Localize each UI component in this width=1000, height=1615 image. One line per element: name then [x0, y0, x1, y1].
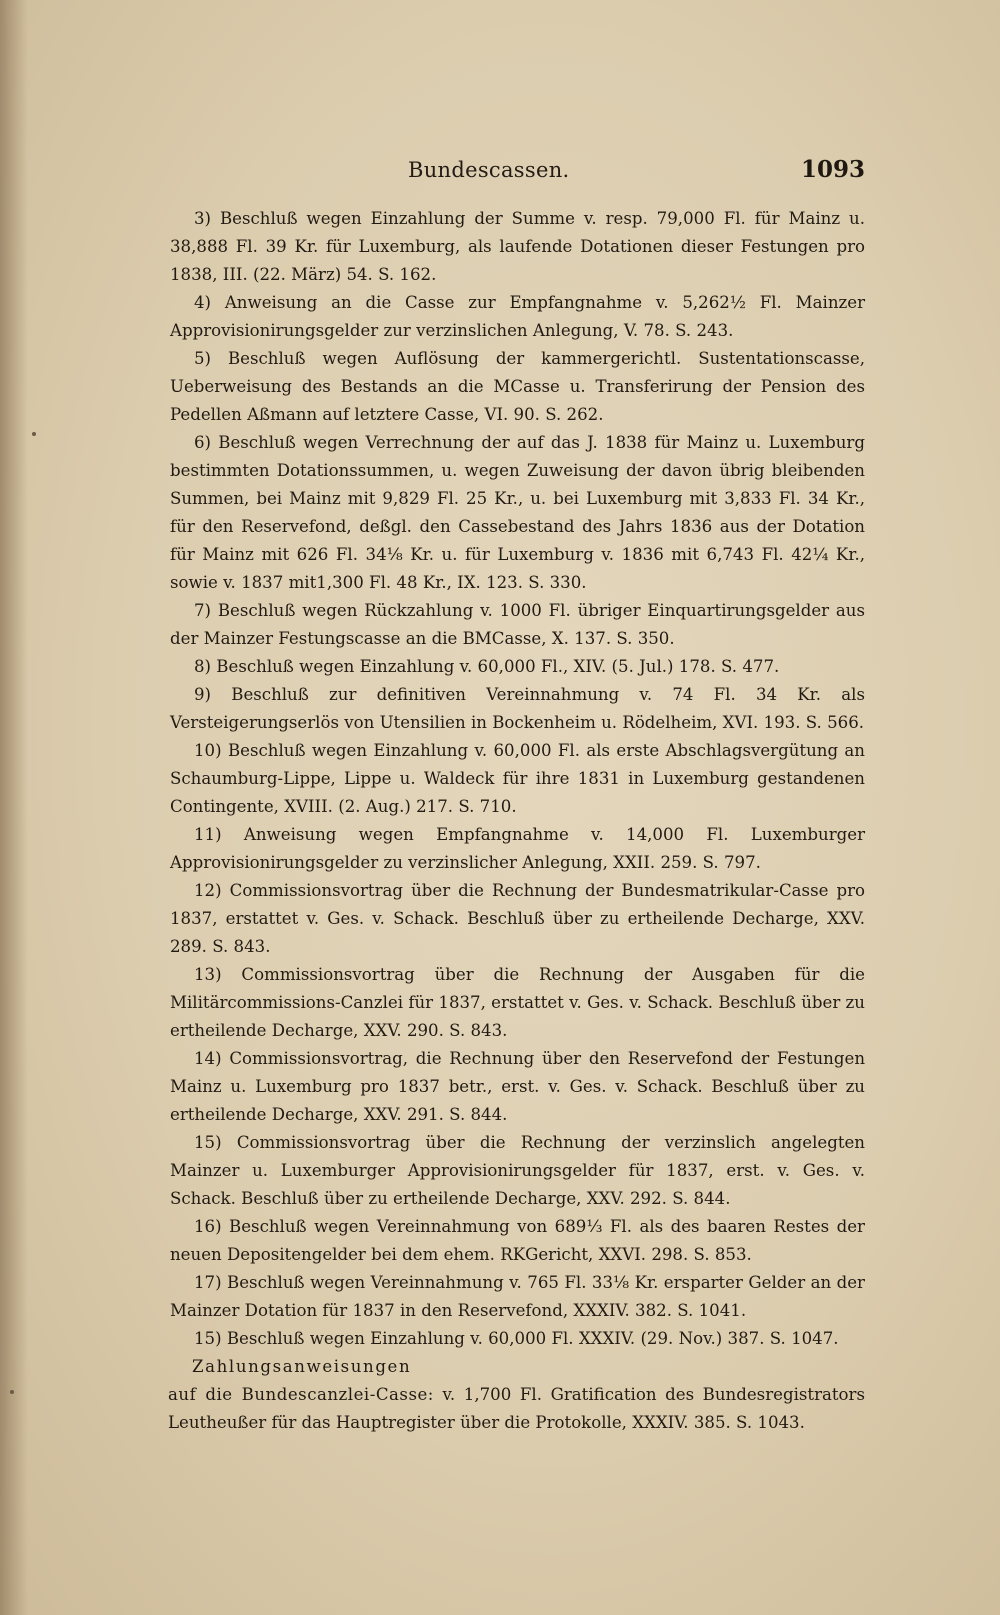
page-body [170, 205, 865, 1437]
list-item: 3) Beschluß wegen Einzahlung der Summe v. resp. 79,000 Fl. für Mainz u. 38,888 Fl. 39 Kr. für Luxemburg, als laufende Dotationen dieser Festungen pro 1838, III. (22. März) 54. S. 162. [170, 209, 865, 284]
list-item: 14) Commissionsvortrag, die Rechnung über den Reservefond der Festungen Mainz u. Luxemburg pro 1837 betr., erst. v. Ges. v. Schack. Beschluß über zu ertheilende Decharge, XXV. 291. S. 844. [170, 1049, 865, 1124]
list-item: 16) Beschluß wegen Vereinnahmung von 689⅓ Fl. als des baaren Restes der neuen Depositengelder bei dem ehem. RKGericht, XXVI. 298. S. 853. [170, 1217, 865, 1264]
page-header [165, 158, 865, 198]
sub-entry [168, 1381, 865, 1437]
section-heading: Zahlungsanweisungen [192, 1357, 412, 1376]
running-title: Bundescassen. [408, 158, 570, 182]
sub-entry-lead: auf die Bundescanzlei-Casse: [168, 1385, 434, 1404]
list-item: 9) Beschluß zur definitiven Vereinnahmung v. 74 Fl. 34 Kr. als Versteigerungserlös von Utensilien in Bockenheim u. Rödelheim, XVI. 193. S. 566. [170, 685, 865, 732]
list-item: 13) Commissionsvortrag über die Rechnung der Ausgaben für die Militärcommissions-Canzlei für 1837, erstattet v. Ges. v. Schack. Beschluß über zu ertheilende Decharge, XXV. 290. S. 843. [170, 965, 865, 1040]
list-item: 11) Anweisung wegen Empfangnahme v. 14,000 Fl. Luxemburger Approvisionirungsgelder zu verzinslicher Anlegung, XXII. 259. S. 797. [170, 825, 865, 872]
list-item: 4) Anweisung an die Casse zur Empfangnahme v. 5,262½ Fl. Mainzer Approvisionirungsgelder zur verzinslichen Anlegung, V. 78. S. 243. [170, 293, 865, 340]
list-item: 7) Beschluß wegen Rückzahlung v. 1000 Fl. übriger Einquartirungsgelder aus der Mainzer Festungscasse an die BMCasse, X. 137. S. 350. [170, 601, 865, 648]
sub-entry-text: v. 1,700 Fl. Gratification des Bundesregistrators Leutheußer für das Hauptregister über die Protokolle, XXXIV. 385. S. 1043. [168, 1385, 865, 1432]
list-item: 15) Commissionsvortrag über die Rechnung der verzinslich angelegten Mainzer u. Luxemburger Approvisionirungsgelder für 1837, erst. v. Ges. v. Schack. Beschluß über zu ertheilende Decharge, XXV. 292. S. 844. [170, 1133, 865, 1208]
list-item: 8) Beschluß wegen Einzahlung v. 60,000 Fl., XIV. (5. Jul.) 178. S. 477. [194, 657, 780, 676]
page-wear-mark [10, 1390, 14, 1394]
list-item: 6) Beschluß wegen Verrechnung der auf das J. 1838 für Mainz u. Luxemburg bestimmten Dotationssummen, u. wegen Zuweisung der davon übrig bleibenden Summen, bei Mainz mit 9,829 Fl. 25 Kr., u. bei Luxemburg mit 3,833 Fl. 34 Kr., für den Reservefond, deßgl. den Cassebestand des Jahrs 1836 aus der Dotation für Mainz mit 626 Fl. 34⅛ Kr. u. für Luxemburg v. 1836 mit 6,743 Fl. 42¼ Kr., sowie v. 1837 mit1,300 Fl. 48 Kr., IX. 123. S. 330. [170, 433, 865, 592]
list-item: 17) Beschluß wegen Vereinnahmung v. 765 Fl. 33⅛ Kr. ersparter Gelder an der Mainzer Dotation für 1837 in den Reservefond, XXXIV. 382. S. 1041. [170, 1273, 865, 1320]
list-item: 5) Beschluß wegen Auflösung der kammergerichtl. Sustentationscasse, Ueberweisung des Bestands an die MCasse u. Transferirung der Pension des Pedellen Aßmann auf letztere Casse, VI. 90. S. 262. [170, 349, 865, 424]
list-item: 15) Beschluß wegen Einzahlung v. 60,000 Fl. XXXIV. (29. Nov.) 387. S. 1047. [194, 1329, 839, 1348]
list-item: 10) Beschluß wegen Einzahlung v. 60,000 Fl. als erste Abschlagsvergütung an Schaumburg-Lippe, Lippe u. Waldeck für ihre 1831 in Luxemburg gestandenen Contingente, XVIII. (2. Aug.) 217. S. 710. [170, 741, 865, 816]
page-wear-mark [32, 432, 36, 436]
list-item: 12) Commissionsvortrag über die Rechnung der Bundesmatrikular-Casse pro 1837, erstattet v. Ges. v. Schack. Beschluß über zu ertheilende Decharge, XXV. 289. S. 843. [170, 881, 865, 956]
page-number: 1093 [800, 156, 865, 183]
